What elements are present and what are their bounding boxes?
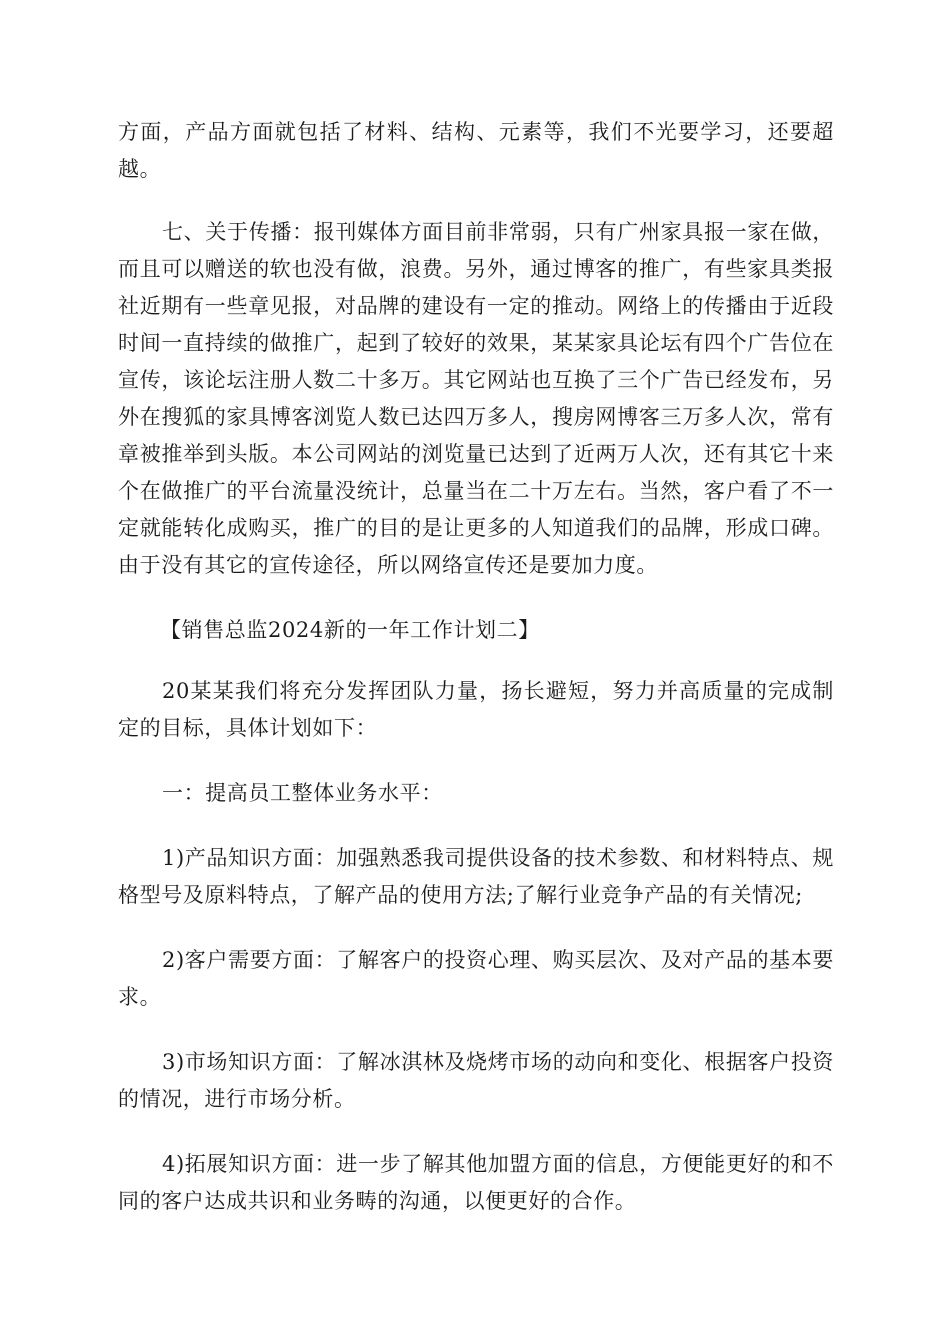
- paragraph-section-7-communication: 七、关于传播：报刊媒体方面目前非常弱，只有广州家具报一家在做，而且可以赠送的软也没有做，浪费。另外，通过博客的推广，有些家具类报社近期有一些章见报，对品牌的建设有一定的推动。网络上的传播由于近段时间一直持续的做推广，起到了较好的效果，某某家具论坛有四个广告位在宣传，该论坛注册人数二十多万。其它网站也互换了三个广告已经发布，另外在搜狐的家具博客浏览人数已达四万多人，搜房网博客三万多人次，常有章被推举到头版。本公司网站的浏览量已达到了近两万人次，还有其它十来个在做推广的平台流量没统计，总量当在二十万左右。当然，客户看了不一定就能转化成购买，推广的目的是让更多的人知道我们的品牌，形成口碑。由于没有其它的宣传途径，所以网络宣传还是要加力度。: [118, 220, 834, 577]
- paragraph-item-1-heading: 一：提高员工整体业务水平：: [162, 781, 443, 805]
- document-body: [118, 114, 834, 1248]
- paragraph-product-knowledge: 1)产品知识方面：加强熟悉我司提供设备的技术参数、和材料特点、规格型号及原料特点，了解产品的使用方法;了解行业竞争产品的有关情况;: [118, 846, 834, 907]
- paragraph-market-knowledge: 3)市场知识方面：了解冰淇林及烧烤市场的动向和变化、根据客户投资的情况，进行市场分析。: [118, 1050, 834, 1111]
- paragraph-customer-needs: 2)客户需要方面：了解客户的投资心理、购买层次、及对产品的基本要求。: [118, 948, 834, 1009]
- section-heading-plan-two: 【销售总监2024新的一年工作计划二】: [160, 618, 540, 642]
- paragraph-continuation: 方面，产品方面就包括了材料、结构、元素等，我们不光要学习，还要超越。: [118, 120, 834, 181]
- paragraph-plan-intro: 20某某我们将充分发挥团队力量，扬长避短，努力并高质量的完成制定的目标，具体计划如下：: [118, 679, 834, 740]
- paragraph-extended-knowledge: 4)拓展知识方面：进一步了解其他加盟方面的信息，方便能更好的和不同的客户达成共识和业务畴的沟通，以便更好的合作。: [118, 1152, 834, 1213]
